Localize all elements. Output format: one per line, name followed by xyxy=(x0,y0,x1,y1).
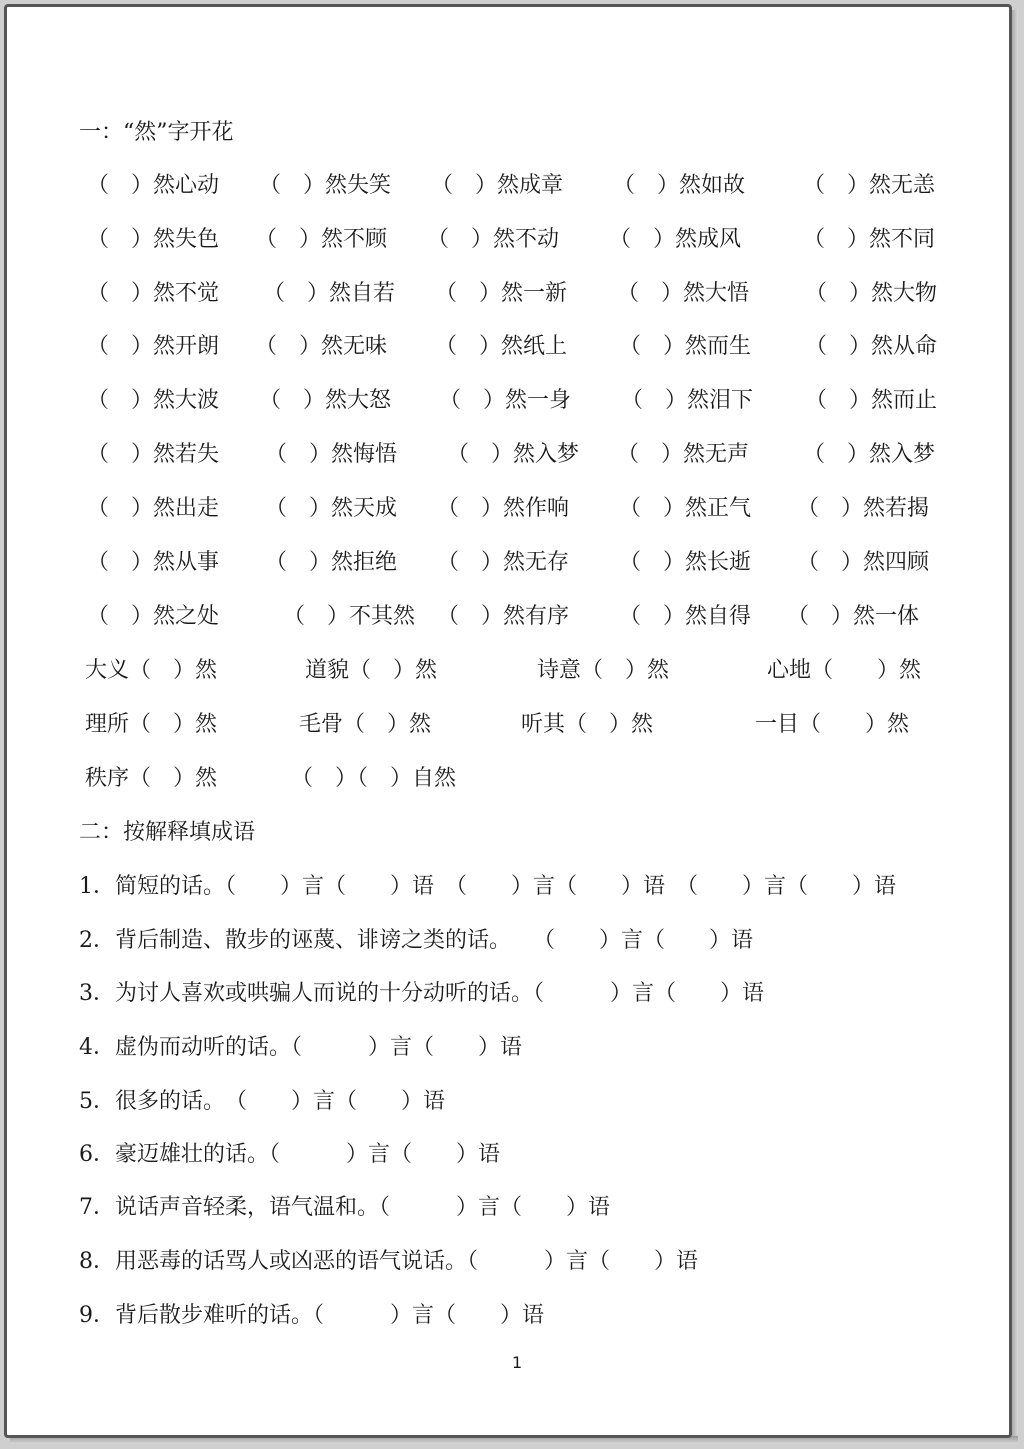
idiom-blank: 理所（ ）然 xyxy=(85,712,218,737)
idiom-blank: （ ）然若揭 xyxy=(797,496,930,521)
idiom-row xyxy=(7,545,1007,579)
question-item: 4．虚伪而动听的话。（ ）言（ ）语 xyxy=(79,1035,522,1060)
idiom-blank: （ ）然自得 xyxy=(619,604,752,629)
idiom-row xyxy=(7,761,1007,795)
idiom-blank: （ ）然大怒 xyxy=(259,388,392,413)
question-item: 5．很多的话。 （ ）言（ ）语 xyxy=(79,1089,445,1114)
idiom-blank: （ ）然无恙 xyxy=(803,173,936,198)
question-item: 3．为讨人喜欢或哄骗人而说的十分动听的话。（ ）言（ ）语 xyxy=(79,981,764,1006)
idiom-blank: （ ）然泪下 xyxy=(621,388,754,413)
question-item: 1．简短的话。（ ）言（ ）语 （ ）言（ ）语 （ ）言（ ）语 xyxy=(79,874,896,899)
idiom-blank: （ ）然而生 xyxy=(619,334,752,359)
idiom-row xyxy=(7,168,1007,202)
idiom-blank: （ ）然拒绝 xyxy=(265,550,398,575)
idiom-blank: （ ）然不动 xyxy=(427,227,560,252)
idiom-blank: （ ）然正气 xyxy=(619,496,752,521)
idiom-blank: （ ）然不觉 xyxy=(87,281,220,306)
idiom-blank: （ ）然心动 xyxy=(87,173,220,198)
idiom-row xyxy=(7,437,1007,471)
idiom-blank: 秩序（ ）然 xyxy=(85,766,218,791)
idiom-row xyxy=(7,383,1007,417)
idiom-blank: （ ）然成章 xyxy=(431,173,564,198)
question-item: 8．用恶毒的话骂人或凶恶的语气说话。（ ）言（ ）语 xyxy=(79,1249,698,1274)
question-item: 9．背后散步难听的话。（ ）言（ ）语 xyxy=(79,1303,544,1328)
section1-title: 一：“然”字开花 xyxy=(79,120,234,145)
idiom-blank: （ ）然悔悟 xyxy=(265,442,398,467)
idiom-blank: （ ）然天成 xyxy=(265,496,398,521)
idiom-row xyxy=(7,222,1007,256)
idiom-blank: （ ）然不同 xyxy=(803,227,936,252)
idiom-blank: （ ）然开朗 xyxy=(87,334,220,359)
idiom-row xyxy=(7,276,1007,310)
idiom-blank: （ ）然失笑 xyxy=(259,173,392,198)
idiom-blank: （ ）然成风 xyxy=(609,227,742,252)
idiom-blank: （ ）然不顾 xyxy=(255,227,388,252)
idiom-blank: （ ）然自若 xyxy=(263,281,396,306)
idiom-blank: （ ）然纸上 xyxy=(435,334,568,359)
idiom-blank: （ ）然之处 xyxy=(87,604,220,629)
idiom-row xyxy=(7,491,1007,525)
idiom-blank: （ ）然从事 xyxy=(87,550,220,575)
idiom-blank: （ ）然出走 xyxy=(87,496,220,521)
idiom-blank: （ ）然作响 xyxy=(437,496,570,521)
idiom-blank: 毛骨（ ）然 xyxy=(299,712,432,737)
idiom-blank: （ ）然大物 xyxy=(805,281,938,306)
question-item: 6．豪迈雄壮的话。（ ）言（ ）语 xyxy=(79,1142,500,1167)
idiom-blank: （ ）然大波 xyxy=(87,388,220,413)
idiom-blank: 听其（ ）然 xyxy=(521,712,654,737)
idiom-blank: （ ）然四顾 xyxy=(797,550,930,575)
idiom-blank: （ ）（ ）自然 xyxy=(291,766,457,791)
document-page xyxy=(4,4,1012,1438)
idiom-blank: 大义（ ）然 xyxy=(85,658,218,683)
idiom-blank: （ ）然有序 xyxy=(437,604,570,629)
idiom-blank: （ ）然一身 xyxy=(439,388,572,413)
idiom-blank: （ ）然一体 xyxy=(787,604,920,629)
section2-title: 二：按解释填成语 xyxy=(79,820,256,845)
idiom-blank: 道貌（ ）然 xyxy=(305,658,438,683)
idiom-blank: （ ）然一新 xyxy=(435,281,568,306)
idiom-blank: 一目（ ）然 xyxy=(755,712,910,737)
idiom-blank: （ ）然入梦 xyxy=(803,442,936,467)
idiom-blank: （ ）然而止 xyxy=(805,388,938,413)
idiom-blank: （ ）然入梦 xyxy=(447,442,580,467)
page-number: 1 xyxy=(512,1353,523,1372)
idiom-blank: 诗意（ ）然 xyxy=(537,658,670,683)
idiom-blank: （ ）然无味 xyxy=(255,334,388,359)
idiom-blank: （ ）然从命 xyxy=(805,334,938,359)
idiom-blank: （ ）然无存 xyxy=(437,550,570,575)
idiom-row xyxy=(7,653,1007,687)
question-item: 7．说话声音轻柔，语气温和。（ ）言（ ）语 xyxy=(79,1195,610,1220)
idiom-blank: （ ）然长逝 xyxy=(619,550,752,575)
idiom-blank: （ ）然无声 xyxy=(617,442,750,467)
idiom-row xyxy=(7,329,1007,363)
question-item: 2．背后制造、散步的诬蔑、诽谤之类的话。 （ ）言（ ）语 xyxy=(79,928,753,953)
idiom-row xyxy=(7,707,1007,741)
idiom-row xyxy=(7,599,1007,633)
idiom-blank: （ ）然若失 xyxy=(87,442,220,467)
idiom-blank: 心地（ ）然 xyxy=(767,658,922,683)
idiom-blank: （ ）然如故 xyxy=(613,173,746,198)
idiom-blank: （ ）然失色 xyxy=(87,227,220,252)
idiom-blank: （ ）然大悟 xyxy=(617,281,750,306)
idiom-blank: （ ）不其然 xyxy=(283,604,416,629)
